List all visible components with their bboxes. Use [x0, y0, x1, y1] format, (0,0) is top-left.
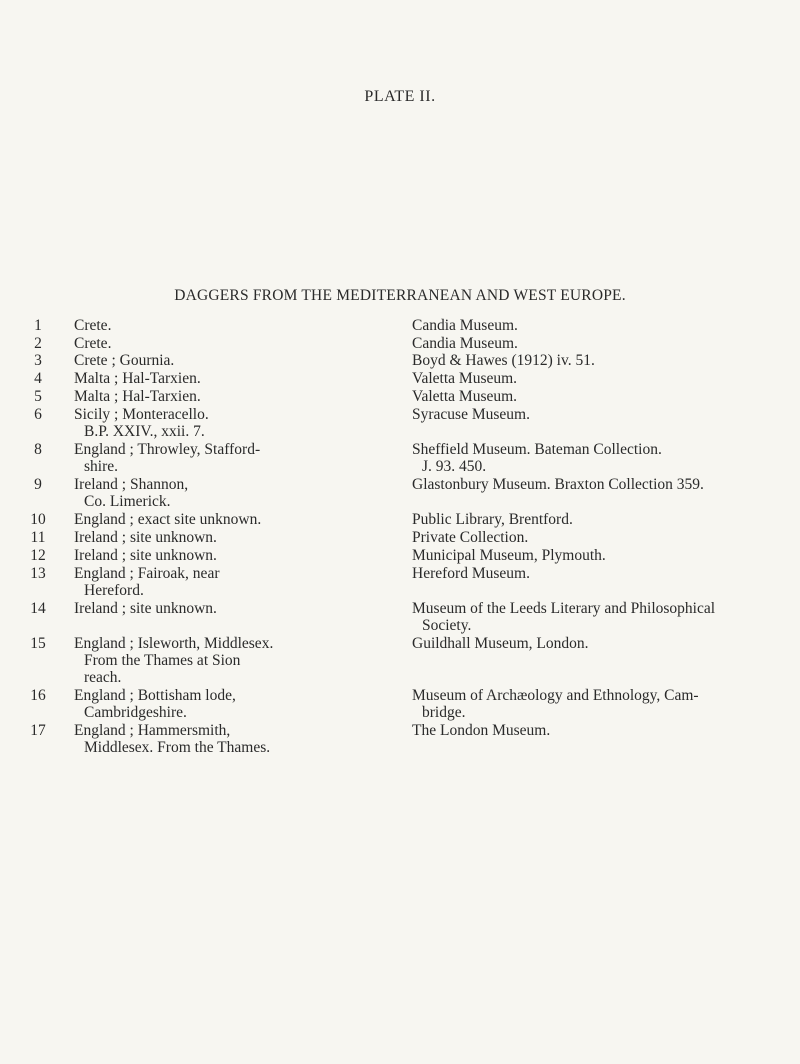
museum-line: Private Collection. — [412, 529, 529, 546]
entry-museum — [412, 476, 788, 493]
entry-site — [74, 687, 394, 721]
site-line: Crete. — [74, 335, 112, 352]
site-line: England ; Hammersmith, — [74, 722, 231, 739]
museum-line: Sheffield Museum. Bateman Collection. — [412, 441, 662, 458]
entry-number: 6 — [34, 406, 42, 423]
museum-line: Museum of Archæology and Ethnology, Cam- — [412, 687, 699, 704]
entry-museum — [412, 441, 788, 475]
museum-line: Candia Museum. — [412, 335, 518, 352]
entry-museum — [412, 388, 788, 405]
entry-number: 13 — [30, 565, 46, 582]
entry-museum — [412, 352, 788, 369]
entry-number: 10 — [30, 511, 46, 528]
entry-museum — [412, 406, 788, 423]
site-line: Sicily ; Monteracello. — [74, 406, 209, 423]
entry-museum — [412, 547, 788, 564]
entry-museum — [412, 687, 788, 721]
site-line: Ireland ; site unknown. — [74, 529, 217, 546]
entry-site — [74, 370, 394, 387]
site-line: England ; exact site unknown. — [74, 511, 262, 528]
site-line: England ; Isleworth, Middlesex. — [74, 635, 274, 652]
site-line: shire. — [84, 458, 119, 475]
entry-number: 11 — [30, 529, 46, 546]
museum-line: bridge. — [422, 704, 466, 721]
site-line: Ireland ; site unknown. — [74, 547, 217, 564]
entry-number: 8 — [34, 441, 42, 458]
museum-line: Valetta Museum. — [412, 370, 518, 387]
site-line: Crete ; Gournia. — [74, 352, 175, 369]
museum-line: Museum of the Leeds Literary and Philosophical — [412, 600, 716, 617]
museum-line: Glastonbury Museum. Braxton Collection 359. — [412, 476, 704, 493]
museum-line: Syracuse Museum. — [412, 406, 530, 423]
entry-site — [74, 600, 394, 617]
entry-site — [74, 476, 394, 510]
entry-site — [74, 441, 394, 475]
site-line: Co. Limerick. — [84, 493, 171, 510]
site-line: Hereford. — [84, 582, 144, 599]
entry-site — [74, 406, 394, 440]
site-line: Crete. — [74, 317, 112, 334]
plate-title: PLATE II. — [364, 88, 436, 105]
museum-line: Guildhall Museum, London. — [412, 635, 589, 652]
entry-site — [74, 529, 394, 546]
museum-line: Candia Museum. — [412, 317, 518, 334]
museum-line: Boyd & Hawes (1912) iv. 51. — [412, 352, 595, 369]
entry-museum — [412, 600, 788, 634]
entry-number: 4 — [34, 370, 42, 387]
plate-caption: DAGGERS FROM THE MEDITERRANEAN AND WEST EUROPE. — [174, 287, 626, 304]
entry-site — [74, 335, 394, 352]
entry-number: 5 — [34, 388, 42, 405]
entry-number: 9 — [34, 476, 42, 493]
site-line: England ; Throwley, Stafford- — [74, 441, 261, 458]
entry-number: 14 — [30, 600, 46, 617]
site-line: Middlesex. From the Thames. — [84, 739, 271, 756]
entry-number: 17 — [30, 722, 46, 739]
site-line: Cambridgeshire. — [84, 704, 187, 721]
entry-site — [74, 635, 394, 686]
site-line: From the Thames at Sion — [84, 652, 241, 669]
museum-line: J. 93. 450. — [422, 458, 487, 475]
entry-number: 15 — [30, 635, 46, 652]
entry-museum — [412, 565, 788, 582]
entry-site — [74, 317, 394, 334]
entry-museum — [412, 317, 788, 334]
entry-museum — [412, 511, 788, 528]
museum-line: Valetta Museum. — [412, 388, 518, 405]
site-line: England ; Bottisham lode, — [74, 687, 236, 704]
museum-line: The London Museum. — [412, 722, 551, 739]
site-line: B.P. XXIV., xxii. 7. — [84, 423, 205, 440]
museum-line: Society. — [422, 617, 472, 634]
entry-museum — [412, 635, 788, 652]
museum-line: Public Library, Brentford. — [412, 511, 573, 528]
site-line: Ireland ; site unknown. — [74, 600, 217, 617]
entry-museum — [412, 722, 788, 739]
entry-number: 1 — [34, 317, 42, 334]
entry-number: 3 — [34, 352, 42, 369]
entry-site — [74, 511, 394, 528]
site-line: reach. — [84, 669, 122, 686]
site-line: Malta ; Hal-Tarxien. — [74, 388, 201, 405]
entry-museum — [412, 335, 788, 352]
entry-site — [74, 547, 394, 564]
entry-site — [74, 352, 394, 369]
entry-number: 2 — [34, 335, 42, 352]
entry-site — [74, 565, 394, 599]
entry-number: 12 — [30, 547, 46, 564]
entry-site — [74, 388, 394, 405]
site-line: Ireland ; Shannon, — [74, 476, 189, 493]
entry-site — [74, 722, 394, 756]
site-line: England ; Fairoak, near — [74, 565, 220, 582]
museum-line: Hereford Museum. — [412, 565, 530, 582]
entry-number: 16 — [30, 687, 46, 704]
museum-line: Municipal Museum, Plymouth. — [412, 547, 606, 564]
entry-museum — [412, 529, 788, 546]
entry-museum — [412, 370, 788, 387]
site-line: Malta ; Hal-Tarxien. — [74, 370, 201, 387]
